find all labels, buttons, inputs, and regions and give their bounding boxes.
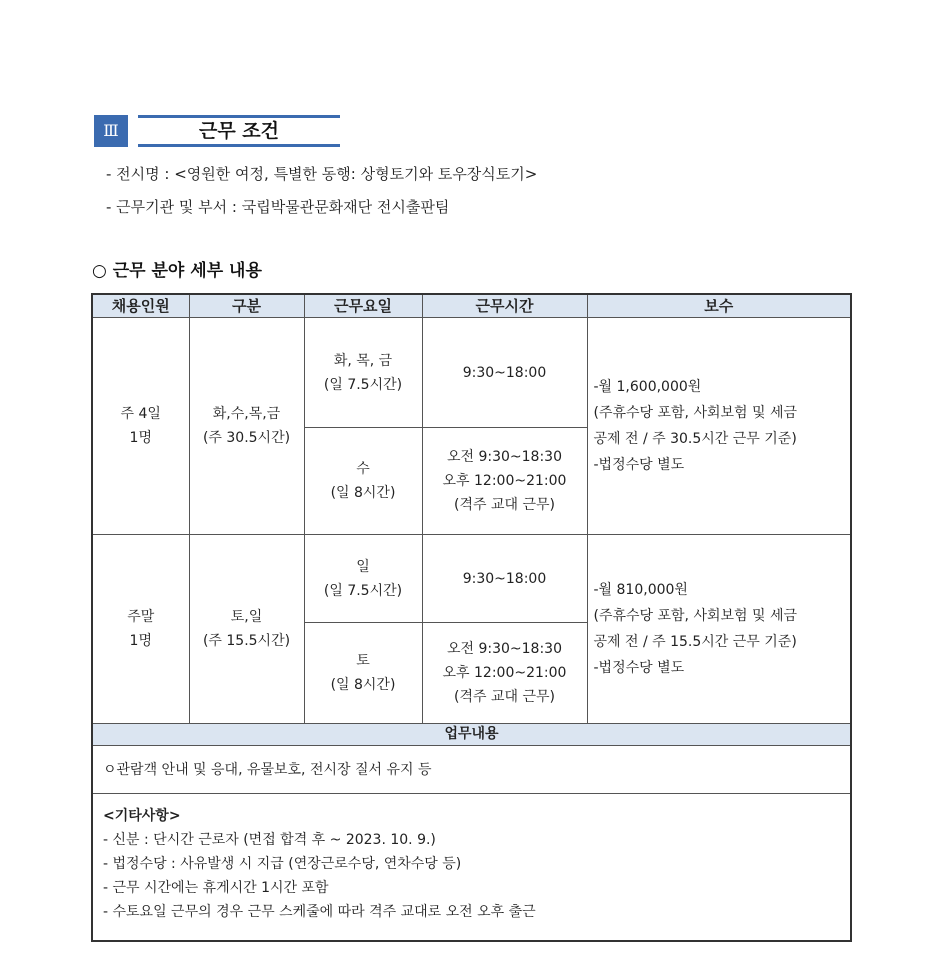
duty-header-row	[92, 724, 851, 746]
days-cell: 일 (일 7.5시간)	[304, 535, 422, 623]
table-row	[92, 318, 851, 428]
duty-row	[92, 746, 851, 794]
staff-cell: 주 4일 1명	[92, 318, 189, 535]
notes-row	[92, 794, 851, 942]
staff-cell: 주말 1명	[92, 535, 189, 724]
work-conditions-table	[91, 293, 852, 942]
section-title-box	[138, 115, 340, 147]
duty-header: 업무내용	[92, 724, 851, 746]
table-header-row	[92, 294, 851, 318]
note-item: - 법정수당 : 사유발생 시 지급 (연장근로수당, 연차수당 등)	[103, 856, 462, 872]
type-cell: 화,수,목,금 (주 30.5시간)	[189, 318, 304, 535]
header-type: 구분	[189, 294, 304, 318]
hours-cell: 오전 9:30~18:30 오후 12:00~21:00 (격주 교대 근무)	[422, 623, 587, 724]
section-heading	[94, 115, 340, 147]
hours-cell: 9:30~18:00	[422, 318, 587, 428]
header-days: 근무요일	[304, 294, 422, 318]
duty-text: ㅇ관람객 안내 및 응대, 유물보호, 전시장 질서 유지 등	[92, 746, 851, 794]
pay-cell: -월 810,000원 (주휴수당 포함, 사회보험 및 세금 공제 전 / 주 15.5시간 근무 기준) -법정수당 별도	[587, 535, 851, 724]
organization-name: - 근무기관 및 부서 : 국립박물관문화재단 전시출판팀	[106, 198, 450, 216]
work-details-heading: ○ 근무 분야 세부 내용	[92, 261, 262, 281]
notes-title: <기타사항>	[103, 808, 181, 824]
note-item: - 신분 : 단시간 근로자 (면접 합격 후 ~ 2023. 10. 9.)	[103, 832, 436, 848]
note-item: - 수토요일 근무의 경우 근무 스케줄에 따라 격주 교대로 오전 오후 출근	[103, 904, 536, 920]
section-title: 근무 조건	[198, 120, 280, 142]
header-staff: 채용인원	[92, 294, 189, 318]
hours-cell: 오전 9:30~18:30 오후 12:00~21:00 (격주 교대 근무)	[422, 428, 587, 535]
section-number-badge: Ⅲ	[94, 115, 128, 147]
days-cell: 토 (일 8시간)	[304, 623, 422, 724]
exhibition-name: - 전시명 : <영원한 여정, 특별한 동행: 상형토기와 토우장식토기>	[106, 165, 538, 183]
table-row	[92, 535, 851, 623]
pay-cell: -월 1,600,000원 (주휴수당 포함, 사회보험 및 세금 공제 전 / 주 30.5시간 근무 기준) -법정수당 별도	[587, 318, 851, 535]
notes-cell	[92, 794, 851, 942]
days-cell: 수 (일 8시간)	[304, 428, 422, 535]
days-cell: 화, 목, 금 (일 7.5시간)	[304, 318, 422, 428]
header-pay: 보수	[587, 294, 851, 318]
hours-cell: 9:30~18:00	[422, 535, 587, 623]
header-hours: 근무시간	[422, 294, 587, 318]
note-item: - 근무 시간에는 휴게시간 1시간 포함	[103, 880, 329, 896]
type-cell: 토,일 (주 15.5시간)	[189, 535, 304, 724]
